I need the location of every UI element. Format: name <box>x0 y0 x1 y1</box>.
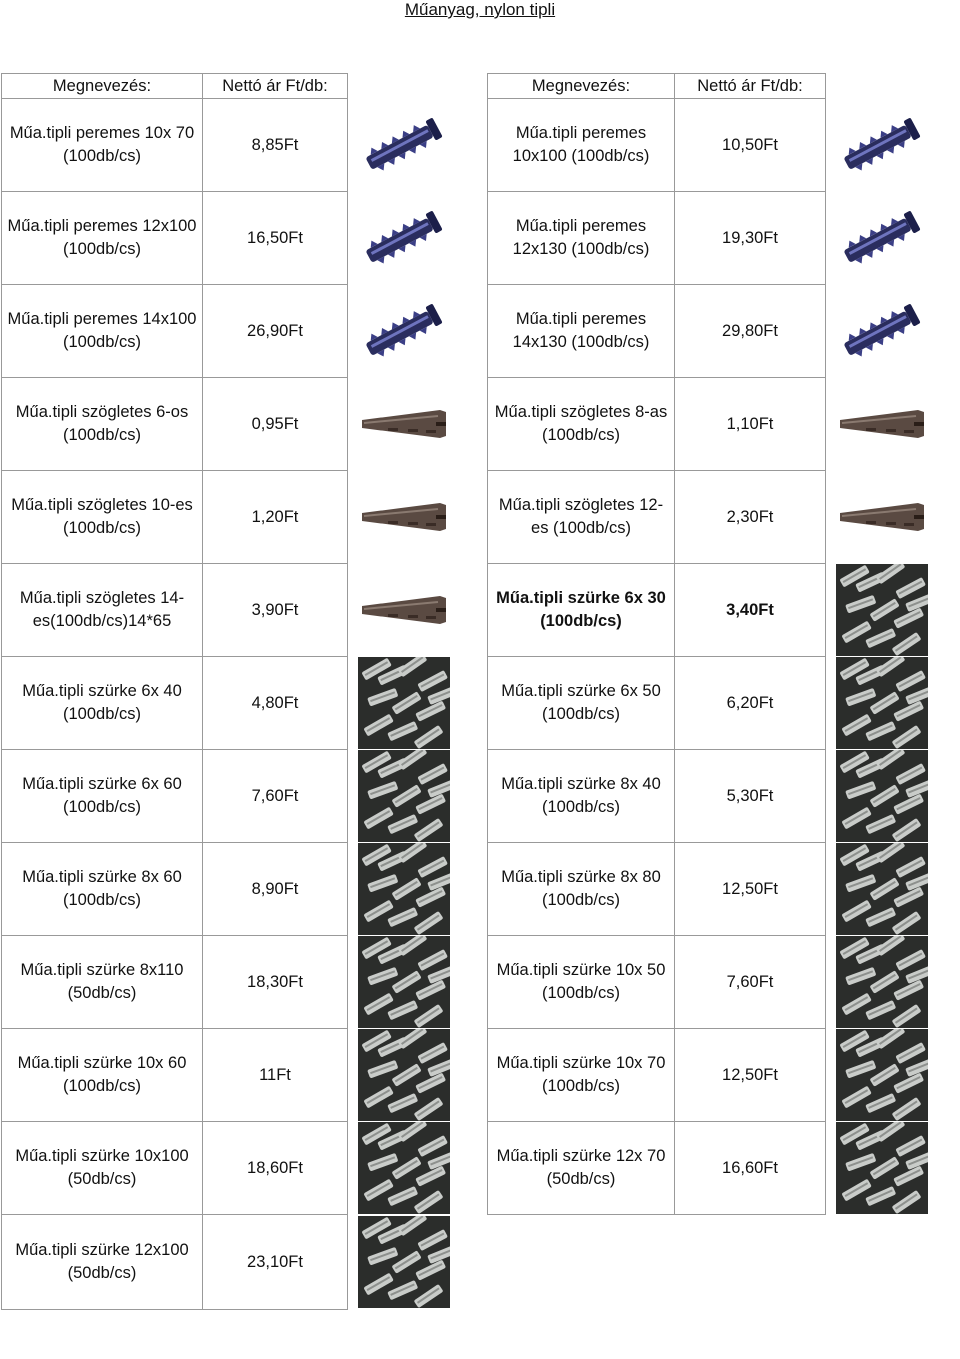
header-name: Megnevezés: <box>2 74 203 99</box>
product-image <box>348 99 461 192</box>
grey-anchors-icon <box>358 936 450 1028</box>
blue-anchor-icon <box>358 105 450 185</box>
product-image <box>826 1029 938 1122</box>
header-name: Megnevezés: <box>488 74 675 99</box>
product-name: Műa.tipli szürke 12x100 (50db/cs) <box>2 1215 203 1310</box>
product-price: 29,80Ft <box>675 285 826 378</box>
product-image <box>348 564 461 657</box>
product-name: Műa.tipli szürke 8x 60 (100db/cs) <box>2 843 203 936</box>
product-price: 8,90Ft <box>203 843 348 936</box>
product-name: Műa.tipli peremes 12x100 (100db/cs) <box>2 192 203 285</box>
table-row <box>488 1122 938 1215</box>
product-price: 7,60Ft <box>203 750 348 843</box>
product-name: Műa.tipli szürke 6x 40 (100db/cs) <box>2 657 203 750</box>
product-name: Műa.tipli peremes 12x130 (100db/cs) <box>488 192 675 285</box>
product-image <box>826 564 938 657</box>
product-price: 1,10Ft <box>675 378 826 471</box>
product-price: 11Ft <box>203 1029 348 1122</box>
blue-anchor-icon <box>358 291 450 371</box>
product-name: Műa.tipli szürke 10x 50 (100db/cs) <box>488 936 675 1029</box>
blue-anchor-icon <box>836 105 928 185</box>
product-image <box>348 285 461 378</box>
product-image <box>348 471 461 564</box>
product-image <box>348 378 461 471</box>
table-row <box>488 471 938 564</box>
grey-anchors-icon <box>836 1029 928 1121</box>
table-row <box>488 564 938 657</box>
product-image <box>826 471 938 564</box>
product-price: 3,40Ft <box>675 564 826 657</box>
product-name: Műa.tipli szürke 8x 80 (100db/cs) <box>488 843 675 936</box>
table-row <box>2 99 461 192</box>
product-price: 12,50Ft <box>675 1029 826 1122</box>
table-row <box>488 657 938 750</box>
grey-anchors-icon <box>358 1029 450 1121</box>
product-price: 26,90Ft <box>203 285 348 378</box>
product-name: Műa.tipli szögletes 8-as (100db/cs) <box>488 378 675 471</box>
table-row <box>2 378 461 471</box>
page-title: Műanyag, nylon tipli <box>404 0 556 19</box>
product-image <box>348 1122 461 1215</box>
product-name: Műa.tipli szürke 12x 70 (50db/cs) <box>488 1122 675 1215</box>
product-name: Műa.tipli peremes 10x 70 (100db/cs) <box>2 99 203 192</box>
table-row <box>2 192 461 285</box>
grey-anchors-icon <box>836 750 928 842</box>
table-row <box>488 99 938 192</box>
product-image <box>348 1215 461 1310</box>
product-image <box>826 99 938 192</box>
grey-anchors-icon <box>836 843 928 935</box>
grey-anchors-icon <box>358 1216 450 1308</box>
blue-anchor-icon <box>836 291 928 371</box>
product-price: 3,90Ft <box>203 564 348 657</box>
product-price: 8,85Ft <box>203 99 348 192</box>
brown-anchor-icon <box>836 485 928 549</box>
product-image <box>826 936 938 1029</box>
table-row <box>2 657 461 750</box>
table-row <box>2 1215 461 1310</box>
grey-anchors-icon <box>358 1122 450 1214</box>
table-row <box>2 564 461 657</box>
product-price: 4,80Ft <box>203 657 348 750</box>
product-name: Műa.tipli peremes 14x130 (100db/cs) <box>488 285 675 378</box>
product-image <box>826 192 938 285</box>
table-row <box>2 1029 461 1122</box>
product-price: 19,30Ft <box>675 192 826 285</box>
product-image <box>826 285 938 378</box>
price-table-left <box>1 73 461 1310</box>
product-image <box>826 1122 938 1215</box>
product-name: Műa.tipli szürke 8x110 (50db/cs) <box>2 936 203 1029</box>
grey-anchors-icon <box>836 657 928 749</box>
table-row <box>2 750 461 843</box>
brown-anchor-icon <box>358 392 450 456</box>
grey-anchors-icon <box>836 1122 928 1214</box>
product-name: Műa.tipli szögletes 10-es (100db/cs) <box>2 471 203 564</box>
grey-anchors-icon <box>836 564 928 656</box>
product-image <box>348 1029 461 1122</box>
product-price: 16,60Ft <box>675 1122 826 1215</box>
product-name: Műa.tipli szürke 6x 50 (100db/cs) <box>488 657 675 750</box>
table-row <box>488 936 938 1029</box>
table-row <box>2 1122 461 1215</box>
product-price: 7,60Ft <box>675 936 826 1029</box>
product-image <box>348 936 461 1029</box>
brown-anchor-icon <box>358 485 450 549</box>
product-name: Műa.tipli peremes 10x100 (100db/cs) <box>488 99 675 192</box>
table-row <box>488 1029 938 1122</box>
grey-anchors-icon <box>358 843 450 935</box>
header-price: Nettó ár Ft/db: <box>675 74 826 99</box>
header-price: Nettó ár Ft/db: <box>203 74 348 99</box>
product-price: 1,20Ft <box>203 471 348 564</box>
product-name: Műa.tipli peremes 14x100 (100db/cs) <box>2 285 203 378</box>
product-name: Műa.tipli szürke 8x 40 (100db/cs) <box>488 750 675 843</box>
brown-anchor-icon <box>358 578 450 642</box>
product-name: Műa.tipli szürke 10x 70 (100db/cs) <box>488 1029 675 1122</box>
product-price: 6,20Ft <box>675 657 826 750</box>
table-row <box>488 192 938 285</box>
product-name: Műa.tipli szürke 10x 60 (100db/cs) <box>2 1029 203 1122</box>
product-image <box>826 657 938 750</box>
table-row <box>488 378 938 471</box>
table-row <box>2 285 461 378</box>
product-price: 12,50Ft <box>675 843 826 936</box>
product-price: 18,60Ft <box>203 1122 348 1215</box>
product-image <box>348 750 461 843</box>
product-image <box>826 378 938 471</box>
product-name: Műa.tipli szürke 6x 30 (100db/cs) <box>488 564 675 657</box>
price-table-right <box>487 73 938 1215</box>
blue-anchor-icon <box>358 198 450 278</box>
product-image <box>348 843 461 936</box>
product-name: Műa.tipli szögletes 12-es (100db/cs) <box>488 471 675 564</box>
grey-anchors-icon <box>358 657 450 749</box>
product-name: Műa.tipli szürke 6x 60 (100db/cs) <box>2 750 203 843</box>
product-price: 10,50Ft <box>675 99 826 192</box>
table-row <box>488 285 938 378</box>
blue-anchor-icon <box>836 198 928 278</box>
table-row <box>488 750 938 843</box>
grey-anchors-icon <box>358 750 450 842</box>
product-image <box>348 192 461 285</box>
product-price: 16,50Ft <box>203 192 348 285</box>
product-image <box>348 657 461 750</box>
product-image <box>826 750 938 843</box>
brown-anchor-icon <box>836 392 928 456</box>
product-price: 23,10Ft <box>203 1215 348 1310</box>
product-price: 0,95Ft <box>203 378 348 471</box>
table-row <box>2 471 461 564</box>
product-name: Műa.tipli szögletes 6-os (100db/cs) <box>2 378 203 471</box>
product-price: 5,30Ft <box>675 750 826 843</box>
product-price: 18,30Ft <box>203 936 348 1029</box>
grey-anchors-icon <box>836 936 928 1028</box>
table-row <box>2 936 461 1029</box>
product-name: Műa.tipli szögletes 14-es(100db/cs)14*65 <box>2 564 203 657</box>
table-row <box>488 843 938 936</box>
product-name: Műa.tipli szürke 10x100 (50db/cs) <box>2 1122 203 1215</box>
table-row <box>2 843 461 936</box>
product-price: 2,30Ft <box>675 471 826 564</box>
product-image <box>826 843 938 936</box>
